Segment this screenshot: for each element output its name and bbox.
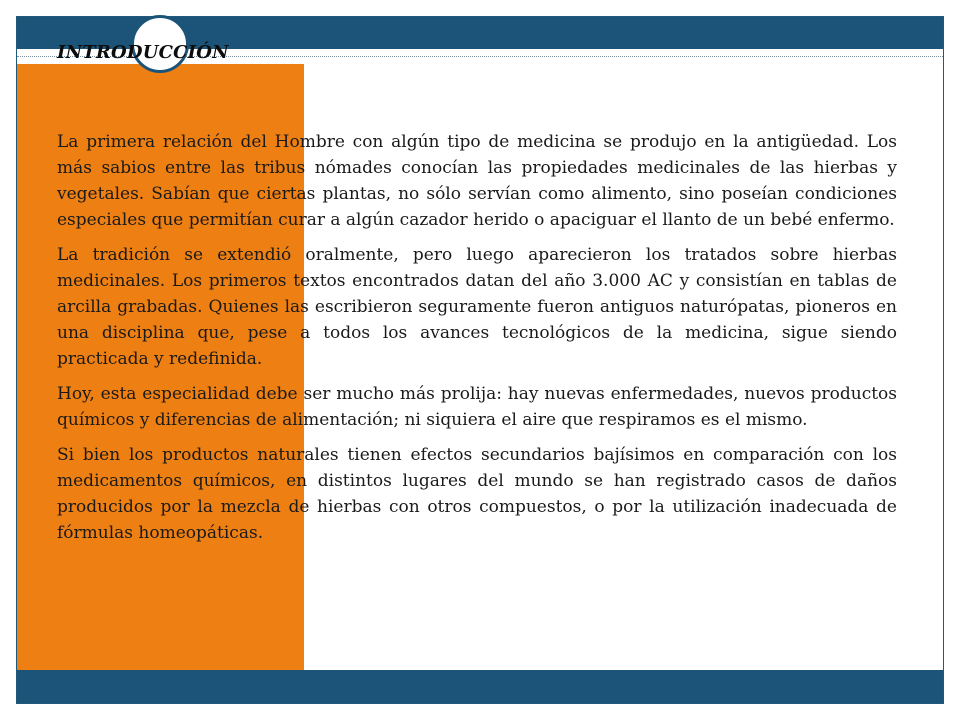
- paragraph-1: La primera relación del Hombre con algún tipo de medicina se produjo en la antigüedad. Los más sabios entre las tribus nómades conocían las propiedades medicinales de las hierbas y vegetales. Sabían que ciertas plantas, no sólo servían como alimento, sino poseían condiciones especiales que permitían curar a algún cazador herido o apaciguar el llanto de un bebé enfermo.: [57, 132, 897, 230]
- paragraph-3: Hoy, esta especialidad debe ser mucho más prolija: hay nuevas enfermedades, nuevos productos químicos y diferencias de alimentación; ni siquiera el aire que respiramos es el mismo.: [57, 384, 897, 430]
- bottom-band: [17, 670, 943, 703]
- paragraph-4: Si bien los productos naturales tienen efectos secundarios bajísimos en comparación con los medicamentos químicos, en distintos lugares del mundo se han registrado casos de daños producidos por la mezcla de hierbas con otros compuestos, o por la utilización inadecuada de fórmulas homeopáticas.: [57, 445, 897, 543]
- slide-title: INTRODUCCIÓN: [57, 42, 229, 63]
- paragraph-2: La tradición se extendió oralmente, pero luego aparecieron los tratados sobre hierbas medicinales. Los primeros textos encontrados datan del año 3.000 AC y consistían en tablas de arcilla grabadas. Quienes las escribieron seguramente fueron antiguos naturópatas, pioneros en una disciplina que, pese a todos los avances tecnológicos de la medicina, sigue siendo practicada y redefinida.: [57, 245, 897, 369]
- slide-body: [57, 129, 897, 555]
